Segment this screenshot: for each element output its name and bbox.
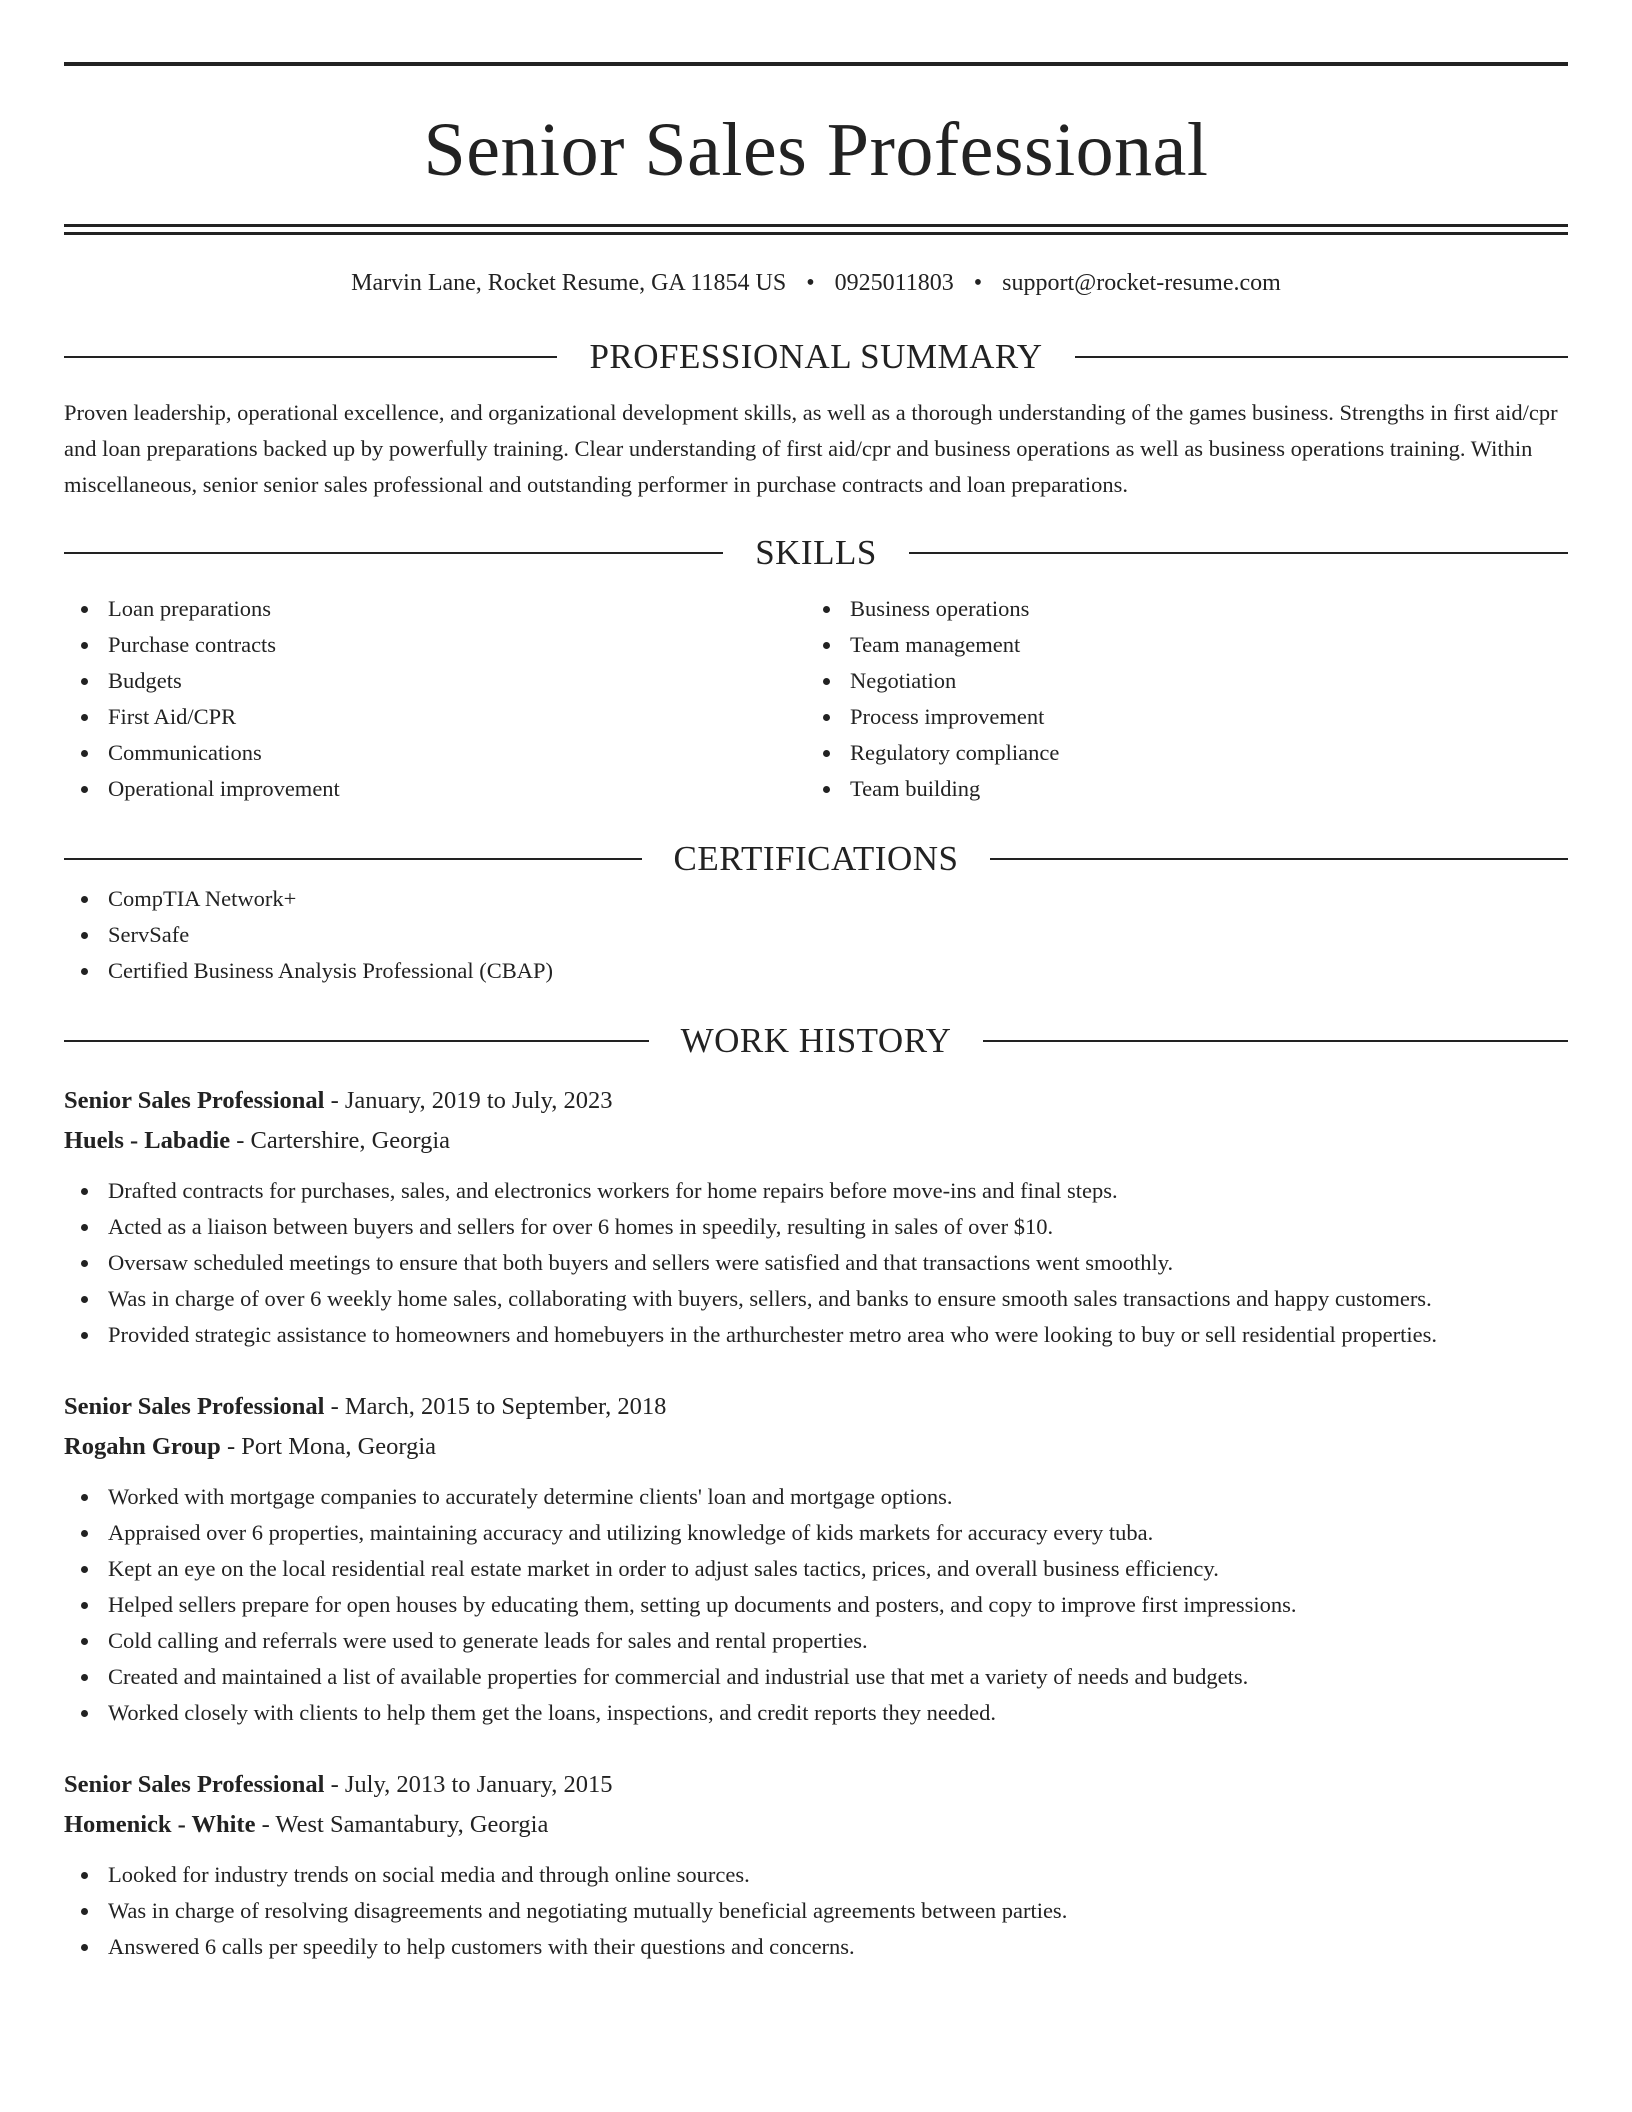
job-bullet-text: Acted as a liaison between buyers and sellers for over 6 homes in speedily, resulting in sales of over $10. (108, 1214, 1054, 1239)
skills-list (64, 591, 1568, 807)
job-bullet-text: Oversaw scheduled meetings to ensure that both buyers and sellers were satisfied and that transactions went smoothly. (108, 1250, 1174, 1275)
list-item (64, 1929, 1568, 1965)
bullet-icon (81, 786, 88, 793)
job-company: Homenick - White (64, 1811, 256, 1838)
skill-label: Negotiation (850, 668, 957, 693)
summary-text: Proven leadership, operational excellence, and organizational development skills, as well as a thorough understanding of the games business. Strengths in first aid/cpr and loan preparations backed up by powerfully training. Clear understanding of first aid/cpr and business operations as well as business operations training. Within miscellaneous, senior senior sales professional and outstanding performer in purchase contracts and loan preparations. (64, 400, 1558, 497)
list-item (64, 1551, 1568, 1587)
section-rule (64, 858, 642, 860)
bullet-icon (81, 1908, 88, 1915)
job-bullet-text: Kept an eye on the local residential real estate market in order to adjust sales tactics, prices, and overall business efficiency. (108, 1556, 1219, 1581)
list-item (806, 771, 1548, 807)
skill-label: Communications (108, 740, 262, 765)
resume-name: Senior Sales Professional (423, 108, 1209, 192)
section-rule (64, 552, 723, 554)
contact-line (64, 267, 1568, 299)
section-header-skills (64, 531, 1568, 575)
bullet-icon (81, 606, 88, 613)
list-item (806, 591, 1548, 627)
list-item (64, 699, 806, 735)
job-entry (64, 1765, 1568, 1965)
job-title: Senior Sales Professional (64, 1393, 325, 1420)
bullet-icon (81, 1530, 88, 1537)
list-item (64, 1317, 1568, 1353)
contact-email: support@rocket-resume.com (1002, 270, 1281, 296)
job-company: Huels - Labadie (64, 1127, 231, 1154)
job-bullet-text: Was in charge of over 6 weekly home sales, collaborating with buyers, sellers, and banks to ensure smooth sales transactions and happy customers. (108, 1286, 1432, 1311)
certification-label: CompTIA Network+ (108, 886, 297, 911)
list-item (64, 1695, 1568, 1731)
list-item (64, 1587, 1568, 1623)
skills-column-right (806, 591, 1548, 807)
list-item (64, 953, 1568, 989)
list-item (64, 1245, 1568, 1281)
job-company-line (64, 1805, 1568, 1845)
skill-label: First Aid/CPR (108, 704, 237, 729)
job-bullet-text: Worked closely with clients to help them get the loans, inspections, and credit reports they needed. (108, 1700, 996, 1725)
job-dates: - January, 2019 to July, 2023 (324, 1087, 613, 1114)
skill-label: Team management (850, 632, 1021, 657)
bullet-icon (81, 896, 88, 903)
job-title: Senior Sales Professional (64, 1087, 325, 1114)
list-item (806, 663, 1548, 699)
bullet-icon (81, 714, 88, 721)
bullet-icon (81, 1494, 88, 1501)
contact-separator: • (973, 270, 983, 296)
bullet-icon (823, 714, 830, 721)
bullet-icon (81, 1566, 88, 1573)
list-item (64, 1173, 1568, 1209)
list-item (64, 771, 806, 807)
skills-column-left (64, 591, 806, 807)
job-bullets (64, 1857, 1568, 1965)
list-item (64, 1515, 1568, 1551)
certification-label: ServSafe (108, 922, 190, 947)
contact-address: Marvin Lane, Rocket Resume, GA 11854 US (351, 270, 787, 296)
bullet-icon (81, 1188, 88, 1195)
section-header-summary (64, 335, 1568, 379)
section-title-skills: SKILLS (755, 533, 877, 572)
list-item (64, 1857, 1568, 1893)
certification-label: Certified Business Analysis Professional (CBAP) (108, 958, 553, 983)
skill-label: Purchase contracts (108, 632, 277, 657)
job-entry (64, 1081, 1568, 1353)
bullet-icon (81, 678, 88, 685)
list-item (64, 1659, 1568, 1695)
bullet-icon (81, 1944, 88, 1951)
section-header-certifications (64, 837, 1568, 881)
bullet-icon (81, 1638, 88, 1645)
list-item (64, 1623, 1568, 1659)
job-company-line (64, 1427, 1568, 1467)
job-company: Rogahn Group (64, 1433, 221, 1460)
section-title-work: WORK HISTORY (680, 1021, 952, 1060)
list-item (64, 917, 1568, 953)
list-item (64, 663, 806, 699)
bullet-icon (81, 1710, 88, 1717)
section-rule (990, 858, 1568, 860)
bullet-icon (81, 1602, 88, 1609)
bullet-icon (81, 1260, 88, 1267)
list-item (64, 1281, 1568, 1317)
job-title-line (64, 1765, 1568, 1805)
section-header-work (64, 1019, 1568, 1063)
bullet-icon (823, 786, 830, 793)
bullet-icon (81, 1872, 88, 1879)
section-rule (909, 552, 1568, 554)
bullet-icon (81, 1332, 88, 1339)
double-rule (64, 224, 1568, 235)
list-item (64, 881, 1568, 917)
job-bullet-text: Worked with mortgage companies to accurately determine clients' loan and mortgage options. (108, 1484, 953, 1509)
job-dates: - July, 2013 to January, 2015 (324, 1771, 613, 1798)
list-item (806, 699, 1548, 735)
job-bullet-text: Cold calling and referrals were used to generate leads for sales and rental properties. (108, 1628, 868, 1653)
top-rule (64, 62, 1568, 66)
section-rule (64, 1040, 649, 1042)
skill-label: Process improvement (850, 704, 1045, 729)
job-bullet-text: Created and maintained a list of available properties for commercial and industrial use that met a variety of needs and budgets. (108, 1664, 1249, 1689)
list-item (64, 1893, 1568, 1929)
list-item (64, 1209, 1568, 1245)
job-bullet-text: Was in charge of resolving disagreements and negotiating mutually beneficial agreements between parties. (108, 1898, 1068, 1923)
bullet-icon (81, 642, 88, 649)
list-item (806, 735, 1548, 771)
job-entry (64, 1387, 1568, 1731)
job-title-line (64, 1387, 1568, 1427)
job-bullet-text: Provided strategic assistance to homeowners and homebuyers in the arthurchester metro area who were looking to buy or sell residential properties. (108, 1322, 1437, 1347)
bullet-icon (823, 642, 830, 649)
skill-label: Regulatory compliance (850, 740, 1060, 765)
skill-label: Budgets (108, 668, 182, 693)
bullet-icon (823, 750, 830, 757)
bullet-icon (81, 932, 88, 939)
bullet-icon (823, 678, 830, 685)
certifications-list (64, 881, 1568, 989)
job-location: - Cartershire, Georgia (230, 1127, 451, 1154)
bullet-icon (81, 1296, 88, 1303)
list-item (64, 735, 806, 771)
skill-label: Business operations (850, 596, 1030, 621)
section-title-certifications: CERTIFICATIONS (673, 839, 959, 878)
section-rule (983, 1040, 1568, 1042)
section-rule (1075, 356, 1568, 358)
section-rule (64, 356, 557, 358)
list-item (64, 591, 806, 627)
list-item (64, 627, 806, 663)
list-item (806, 627, 1548, 663)
job-location: - West Samantabury, Georgia (255, 1811, 549, 1838)
job-title: Senior Sales Professional (64, 1771, 325, 1798)
bullet-icon (823, 606, 830, 613)
job-bullet-text: Drafted contracts for purchases, sales, and electronics workers for home repairs before move-ins and final steps. (108, 1178, 1118, 1203)
section-title-summary: PROFESSIONAL SUMMARY (589, 337, 1043, 376)
job-location: - Port Mona, Georgia (220, 1433, 437, 1460)
bullet-icon (81, 1674, 88, 1681)
job-bullets (64, 1173, 1568, 1353)
bullet-icon (81, 750, 88, 757)
job-bullet-text: Looked for industry trends on social media and through online sources. (108, 1862, 750, 1887)
bullet-icon (81, 968, 88, 975)
contact-separator: • (806, 270, 815, 296)
job-bullet-text: Helped sellers prepare for open houses by educating them, setting up documents and posters, and copy to improve first impressions. (108, 1592, 1297, 1617)
job-title-line (64, 1081, 1568, 1121)
bullet-icon (81, 1224, 88, 1231)
job-bullet-text: Answered 6 calls per speedily to help customers with their questions and concerns. (108, 1934, 855, 1959)
skill-label: Loan preparations (108, 596, 272, 621)
list-item (64, 1479, 1568, 1515)
skill-label: Team building (850, 776, 981, 801)
job-dates: - March, 2015 to September, 2018 (324, 1393, 667, 1420)
job-bullet-text: Appraised over 6 properties, maintaining accuracy and utilizing knowledge of kids markets for accuracy every tuba. (108, 1520, 1154, 1545)
job-company-line (64, 1121, 1568, 1161)
skill-label: Operational improvement (108, 776, 340, 801)
job-bullets (64, 1479, 1568, 1731)
contact-phone: 0925011803 (834, 270, 954, 296)
